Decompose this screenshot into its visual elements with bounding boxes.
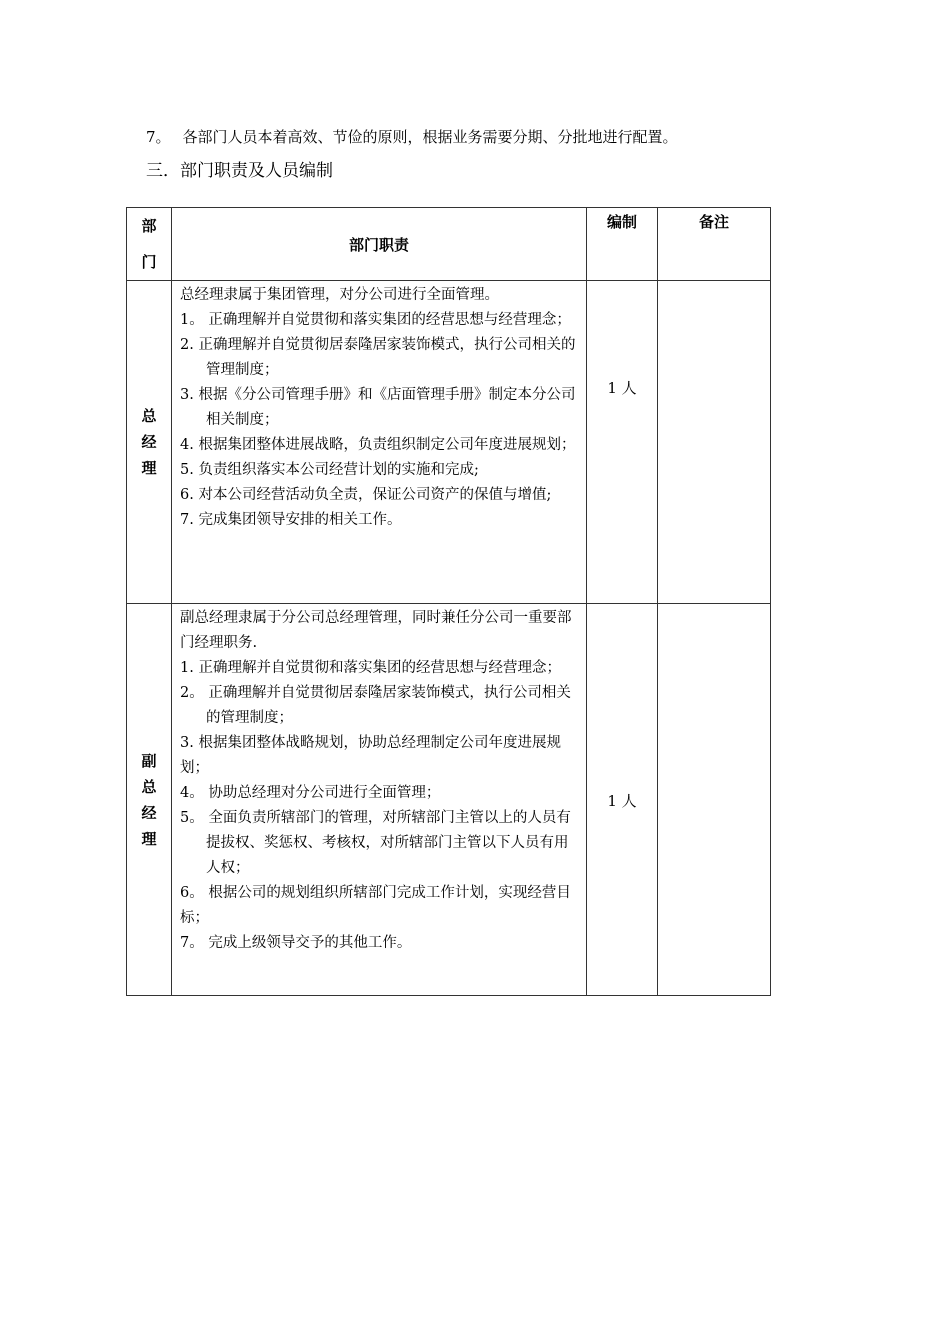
dept-char: 经 xyxy=(141,433,157,451)
dept-char: 理 xyxy=(141,829,157,848)
table-row-general-manager xyxy=(127,281,771,604)
duty-item: 6。 根据公司的规划组织所辖部门完成工作计划，实现经营目标； xyxy=(180,885,571,926)
duty-item: 3. 根据《分公司管理手册》和《店面管理手册》制定本分公司相关制度； xyxy=(180,387,576,428)
dept-name-general-manager xyxy=(127,281,172,604)
count-general-manager: 1 人 xyxy=(587,281,658,604)
dept-char: 理 xyxy=(141,459,157,477)
dept-name-deputy-general-manager xyxy=(127,604,172,996)
duty-item: 5。 全面负责所辖部门的管理，对所辖部门主管以上的人员有提拔权、奖惩权、考核权，对所辖部门主管以下人员有用人权； xyxy=(180,810,571,876)
header-count: 编制 xyxy=(587,208,658,281)
note-general-manager xyxy=(658,281,771,604)
duty-item: 7. 完成集团领导安排的相关工作。 xyxy=(180,512,402,528)
duty-cell-deputy-general-manager xyxy=(172,604,587,996)
table-header-row xyxy=(127,208,771,281)
intro-item-7 xyxy=(146,126,678,148)
note-deputy-general-manager xyxy=(658,604,771,996)
intro-item-number: 7。 xyxy=(146,128,171,146)
duty-item: 6. 对本公司经营活动负全责，保证公司资产的保值与增值; xyxy=(180,487,552,503)
duty-item: 4. 根据集团整体进展战略，负责组织制定公司年度进展规划； xyxy=(180,437,576,453)
duty-item: 2。 正确理解并自觉贯彻居泰隆居家装饰模式，执行公司相关的管理制度； xyxy=(180,685,571,726)
dept-char: 副 xyxy=(141,751,157,770)
header-duty: 部门职责 xyxy=(172,208,587,281)
duty-item: 7。 完成上级领导交予的其他工作。 xyxy=(180,935,412,951)
duty-lead: 总经理隶属于集团管理，对分公司进行全面管理。 xyxy=(180,287,499,303)
duty-item: 1. 正确理解并自觉贯彻和落实集团的经营思想与经营理念； xyxy=(180,660,561,676)
duty-item: 5. 负责组织落实本公司经营计划的实施和完成; xyxy=(180,462,479,478)
duty-item: 2. 正确理解并自觉贯彻居泰隆居家装饰模式，执行公司相关的管理制度； xyxy=(180,337,576,378)
intro-item-text: 各部门人员本着高效、节俭的原则，根据业务需要分期、分批地进行配置。 xyxy=(182,128,678,146)
section-heading: 三．部门职责及人员编制 xyxy=(146,161,333,181)
duty-item: 1。 正确理解并自觉贯彻和落实集团的经营思想与经营理念； xyxy=(180,312,571,328)
duty-cell-general-manager xyxy=(172,281,587,604)
duty-item: 4。 协助总经理对分公司进行全面管理； xyxy=(180,785,441,801)
duty-table xyxy=(126,207,771,996)
dept-char: 经 xyxy=(141,803,157,822)
header-note: 备注 xyxy=(658,208,771,281)
table-row-deputy-general-manager xyxy=(127,604,771,996)
duty-item: 3. 根据集团整体战略规划，协助总经理制定公司年度进展规划； xyxy=(180,735,561,776)
header-dept-line1: 部 xyxy=(141,217,157,235)
header-dept xyxy=(127,208,172,281)
count-deputy-general-manager: 1 人 xyxy=(587,604,658,996)
duty-lead: 副总经理隶属于分公司总经理管理，同时兼任分公司一重要部门经理职务. xyxy=(180,610,572,651)
header-dept-line2: 门 xyxy=(141,253,157,271)
dept-char: 总 xyxy=(141,777,157,796)
dept-char: 总 xyxy=(141,407,157,425)
